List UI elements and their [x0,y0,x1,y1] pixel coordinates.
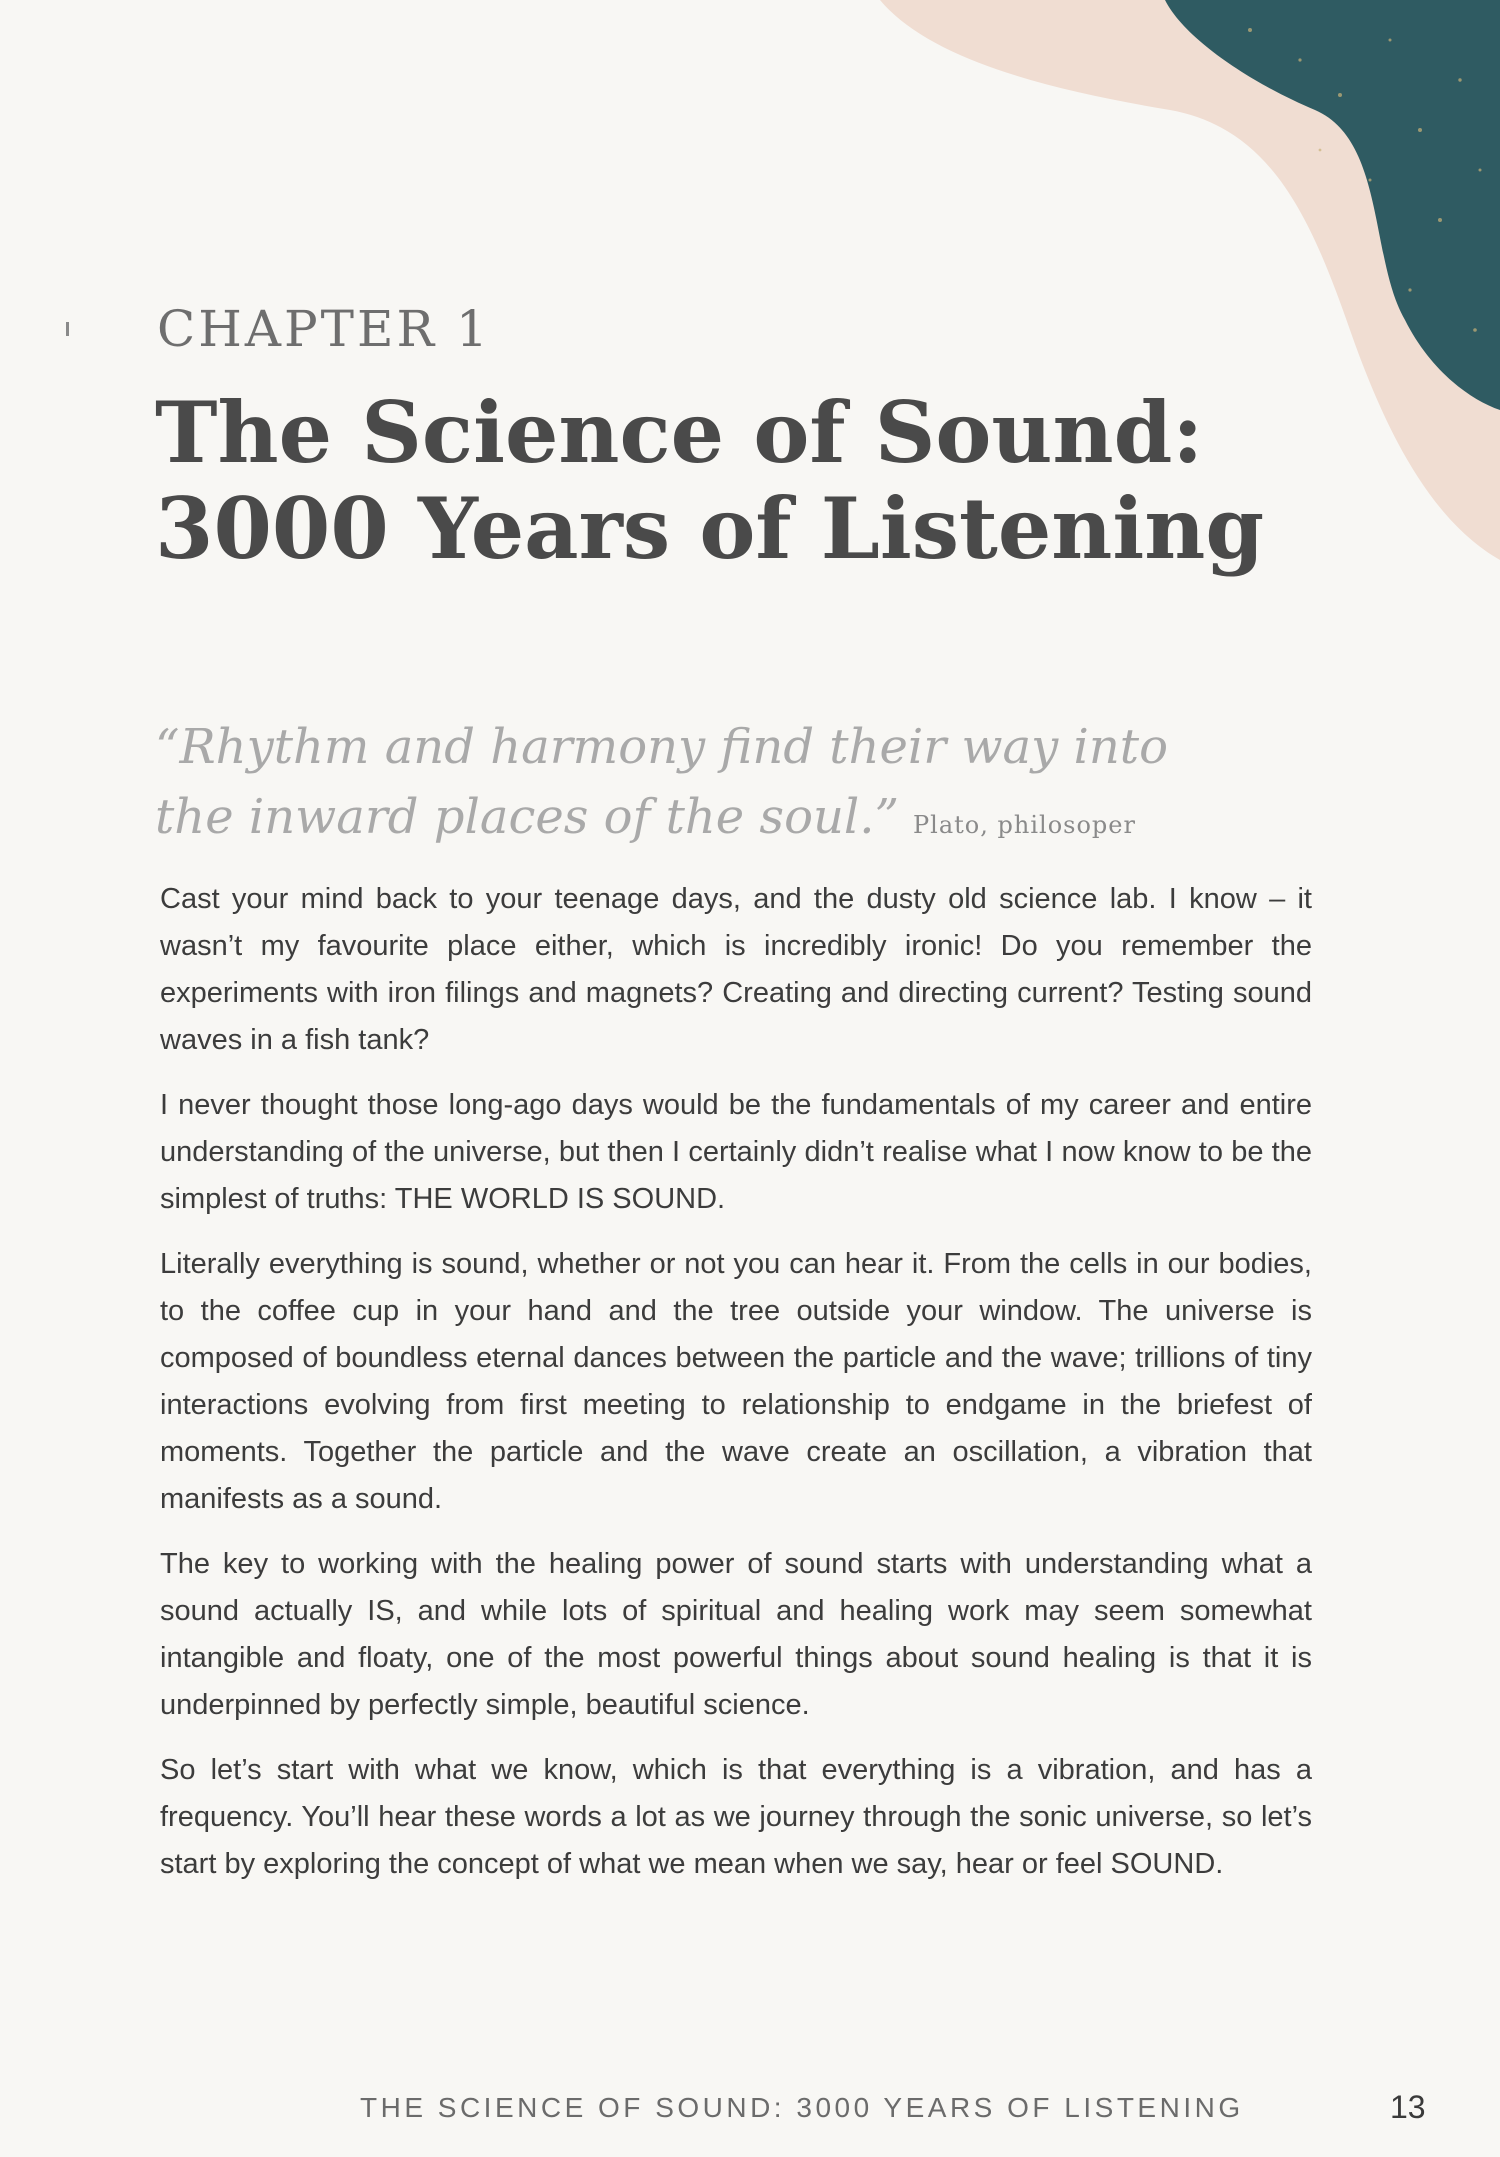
running-footer-title: THE SCIENCE OF SOUND: 3000 YEARS OF LISTENING [360,2092,1244,2123]
quote-line-2-text: the inward places of the soul.” [155,789,900,845]
quote-attribution: Plato, philosoper [913,811,1136,839]
chapter-title [155,385,1264,577]
body-paragraph: Literally everything is sound, whether or not you can hear it. From the cells in our bodies, to the coffee cup in your hand and the tree outside your window. The universe is composed of boundless eternal dances between the particle and the wave; trillions of tiny interactions evolving from first meeting to relationship to endgame in the briefest of moments. Together the particle and the wave create an oscillation, a vibration that manifests as a sound. [160,1248,1312,1515]
chapter-label: CHAPTER 1 [157,300,491,358]
page-number: 13 [1390,2089,1426,2125]
body-paragraph: I never thought those long-ago days would be the fundamentals of my career and entire understanding of the universe, but then I certainly didn’t realise what I now know to be the simplest of truths: THE WORLD IS SOUND. [160,1089,1312,1215]
body-paragraph: So let’s start with what we know, which is that everything is a vibration, and has a frequency. You’ll hear these words a lot as we journey through the sonic universe, so let’s start by exploring the concept of what we mean when we say, hear or feel SOUND. [160,1754,1312,1880]
chapter-title-line-1: The Science of Sound: [155,383,1204,482]
epigraph-quote [155,712,1215,860]
body-text [160,876,1312,1906]
quote-line-2 [155,782,1215,860]
chapter-title-line-2: 3000 Years of Listening [155,479,1265,578]
quote-line-1: “Rhythm and harmony find their way into [155,719,1168,775]
body-paragraph: The key to working with the healing power of sound starts with understanding what a sound actually IS, and while lots of spiritual and healing work may seem somewhat intangible and floaty, one of the most powerful things about sound healing is that it is underpinned by perfectly simple, beautiful science. [160,1548,1312,1721]
margin-mark [66,322,69,336]
body-paragraph: Cast your mind back to your teenage days, and the dusty old science lab. I know – it wasn’t my favourite place either, which is incredibly ironic! Do you remember the experiments with iron filings and magnets? Creating and directing current? Testing sound waves in a fish tank? [160,883,1312,1056]
